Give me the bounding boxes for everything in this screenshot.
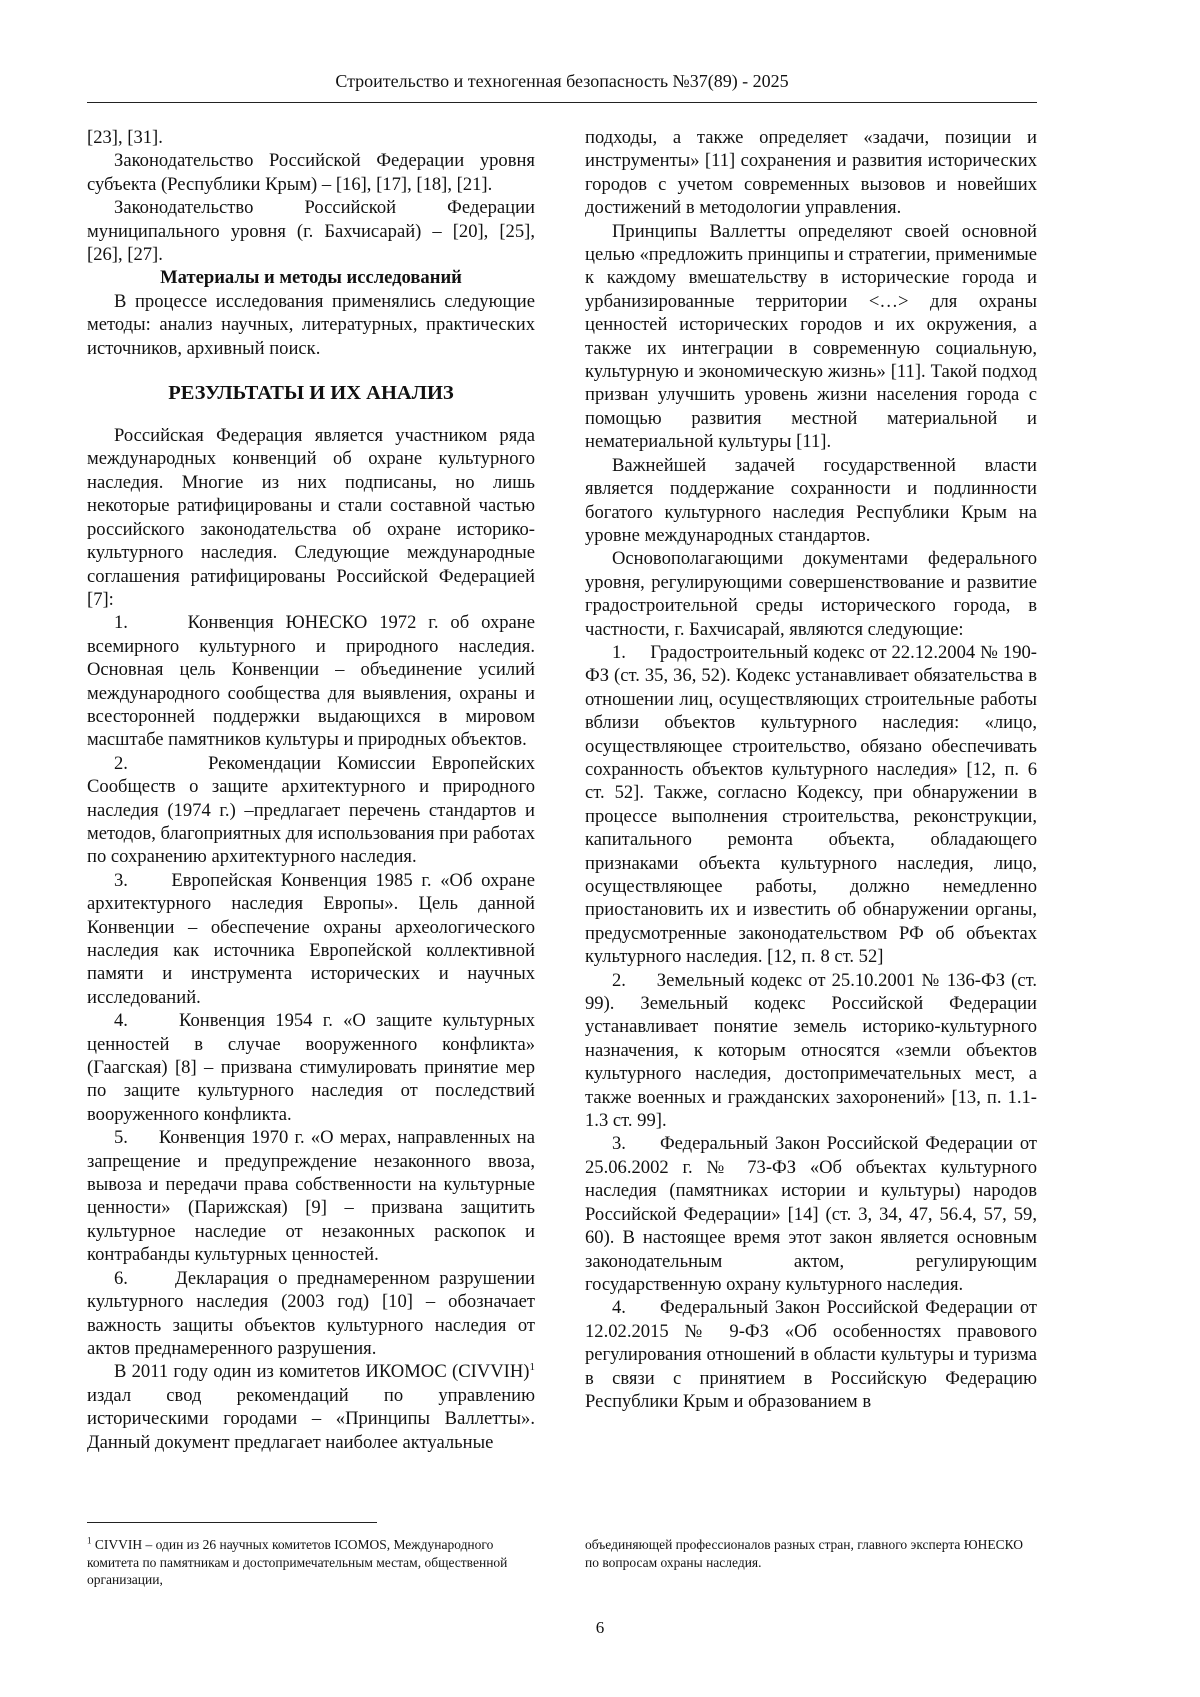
materials-methods-heading: Материалы и методы исследований (160, 267, 462, 289)
list-item-5: 5. Конвенция 1970 г. «О мерах, направленных на запрещение и предупреждение незаконного ввоза, вывоза и передачи права собственности на культурные ценности» (Парижская) [9] – призвана защитить культурное наследие от незаконных раскопок и контрабанды культурных ценностей. (87, 1127, 535, 1266)
list-item-6: 6. Декларация о преднамеренном разрушении культурного наследия (2003 год) [10] – обозначает важность защиты объектов культурного наследия от актов преднамеренного разрушения. (87, 1267, 535, 1359)
icomos-text-a: В 2011 году один из комитетов ИКОМОС (CIVVIH) (114, 1361, 530, 1383)
list-item-1: 1. Конвенция ЮНЕСКО 1972 г. об охране всемирного культурного и природного наследия. Основная цель Конвенции – объединение усилий международного сообщества для выявления, охраны и всесторонней поддержки выдающихся в мировом масштабе памятников культуры и природных объектов. (87, 612, 535, 751)
right-list-item-4: 4. Федеральный Закон Российской Федерации от 12.02.2015 № 9-ФЗ «Об особенностях правового регулирования отношений в области культуры и туризма в связи с принятием в Российскую Федерацию Республики Крым и образованием в (585, 1297, 1037, 1412)
results-section-title: РЕЗУЛЬТАТЫ И ИХ АНАЛИЗ (168, 382, 454, 405)
right-paragraph-federal-docs: Основополагающими документами федерального уровня, регулирующими совершенствование и развитие градостроительной среды исторического города, в частности, г. Бахчисарай, являются следующие: (585, 548, 1037, 640)
right-list-item-3: 3. Федеральный Закон Российской Федерации от 25.06.2002 г. № 73-ФЗ «Об объектах культурного наследия (памятниках истории и культуры) народов Российской Федерации» [14] (ст. 3, 34, 47, 56.4, 57, 59, 60). В настоящее время этот закон является основным законодательным актом, регулирующим государственную охрану культурного наследия. (585, 1133, 1037, 1295)
list-item-2: 2. Рекомендации Комиссии Европейских Сообществ о защите архитектурного и природного наследия (1974 г.) –предлагает перечень стандартов и методов, благоприятных для использования при работах по сохранению архитектурного наследия. (87, 752, 535, 868)
left-paragraph-refs: [23], [31]. (87, 127, 163, 148)
journal-header: Строительство и техногенная безопасность №37(89) - 2025 (335, 71, 789, 91)
header-rule (87, 102, 1037, 103)
left-column (87, 126, 535, 1454)
left-paragraph-municipal-law: Законодательство Российской Федерации муниципального уровня (г. Бахчисарай) – [20], [25], [26], [27]. (87, 197, 535, 266)
right-paragraph-continuation: подходы, а также определяет «задачи, позиции и инструменты» [11] сохранения и развития исторических городов с учетом современных вызовов и новейших достижений в методологии управления. (585, 127, 1037, 219)
list-item-4: 4. Конвенция 1954 г. «О защите культурных ценностей в случае вооруженного конфликта» (Гаагская) [8] – призвана стимулировать принятие мер по защите культурного наследия от последствий вооруженного конфликта. (87, 1010, 535, 1125)
footnote-mark: 1 (87, 1535, 92, 1546)
footnote-rule (87, 1522, 377, 1523)
right-list-item-1: 1. Градостроительный кодекс от 22.12.2004 № 190-ФЗ (ст. 35, 36, 52). Кодекс устанавливает обязательства в отношении лиц, осуществляющих строительные работы вблизи объектов культурного наследия: «лицо, осуществляющее строительство, обязано обеспечивать сохранность объектов культурного наследия» [12, п. 6 ст. 52]. Также, согласно Кодексу, при обнаружении в процессе выполнения строительства, реконструкции, капитального ремонта объекта, обладающего признаками объекта культурного наследия, лицо, осуществляющее работы, должно немедленно приостановить их и известить об обнаружении органы, предусмотренные законодательством РФ об объектах культурного наследия. [12, п. 8 ст. 52] (585, 641, 1037, 968)
left-paragraph-icomos (87, 1360, 535, 1454)
left-paragraph-methods: В процессе исследования применялись следующие методы: анализ научных, литературных, практических источников, архивный поиск. (87, 290, 535, 359)
icomos-text-b: издал свод рекомендаций по управлению историческими городами – «Принципы Валлетты». Данный документ предлагает наиболее актуальные (87, 1384, 535, 1453)
left-paragraph-conventions-intro: Российская Федерация является участником ряда международных конвенций об охране культурного наследия. Многие из них подписаны, но лишь некоторые ратифицированы и стали составной частью российского законодательства об охране историко-культурного наследия. Следующие международные соглашения ратифицированы Российской Федерацией [7]: (87, 425, 535, 610)
page-number: 6 (595, 1618, 605, 1637)
footnote-ref: 1 (529, 1361, 535, 1374)
footnote-left (87, 1536, 537, 1589)
right-column (585, 126, 1037, 1413)
footnote-text-left: CIVVIH – один из 26 научных комитетов ICOMOS, Международного комитета по памятникам и достопримечательным местам, общественной организации, (87, 1537, 508, 1587)
right-paragraph-state-task: Важнейшей задачей государственной власти является поддержание сохранности и подлинности богатого культурного наследия Республики Крым на уровне международных стандартов. (585, 454, 1037, 546)
footnote-right: объединяющей профессионалов разных стран, главного эксперта ЮНЕСКО по вопросам охраны наследия. (585, 1537, 1024, 1570)
right-list-item-2: 2. Земельный кодекс от 25.10.2001 № 136-ФЗ (ст. 99). Земельный кодекс Российской Федерации устанавливает понятие земель историко-культурного назначения, к которым относятся «земли объектов культурного наследия, достопримечательных мест, а также военных и гражданских захоронений» [13, п. 1.1-1.3 ст. 99]. (585, 969, 1037, 1132)
list-item-3: 3. Европейская Конвенция 1985 г. «Об охране архитектурного наследия Европы». Цель данной Конвенции – обеспечение охраны археологического наследия как источника Европейской коллективной памяти и инструмента исторических и научных исследований. (87, 869, 535, 1008)
left-paragraph-regional-law: Законодательство Российской Федерации уровня субъекта (Республики Крым) – [16], [17], [18], [21]. (87, 150, 535, 195)
right-paragraph-valletta: Принципы Валлетты определяют своей основной целью «предложить принципы и стратегии, применимые к каждому вмешательству в исторические города и урбанизированные территории <…> для охраны ценностей исторических городов и их окружения, а также их интеграции в современную социальную, культурную и экономическую жизнь» [11]. Такой подход призван улучшить уровень жизни населения города с помощью развития местной материальной и нематериальной культуры [11]. (585, 220, 1037, 453)
